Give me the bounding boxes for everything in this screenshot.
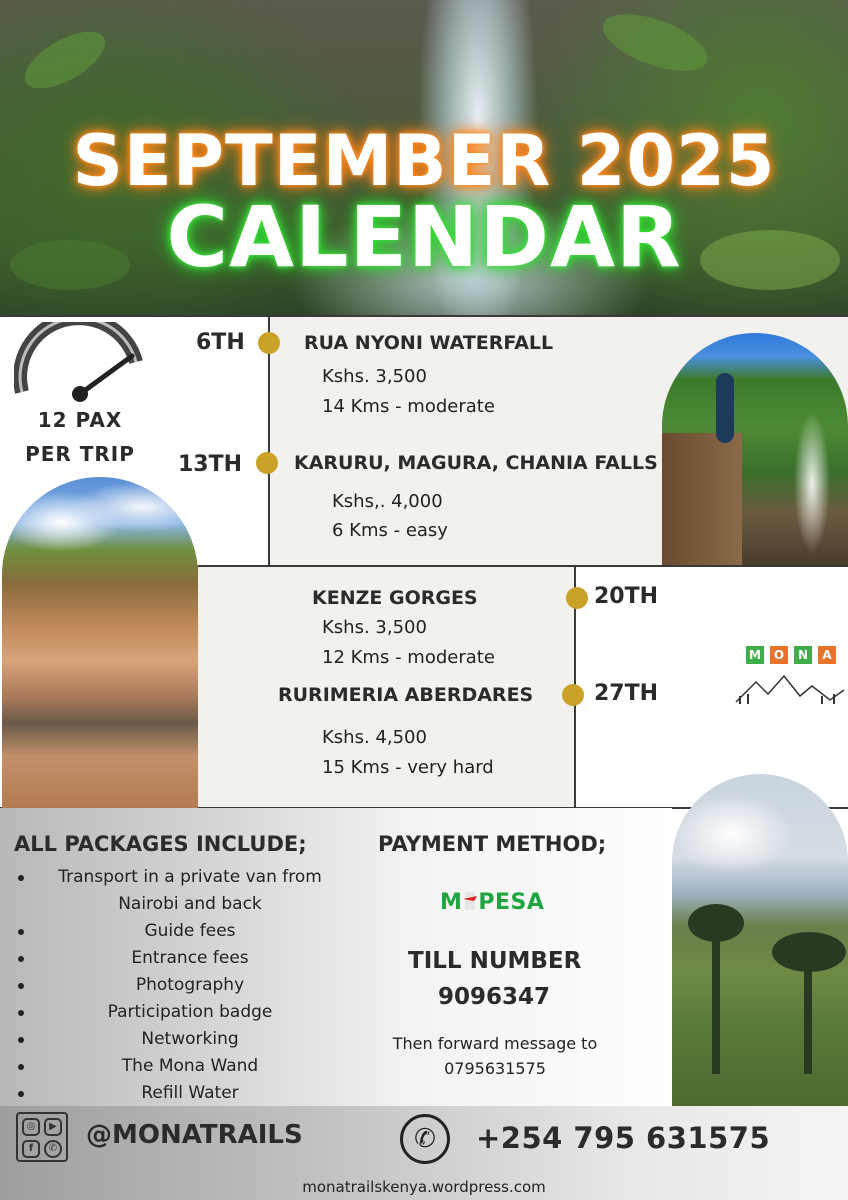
trip-name: KENZE GORGES: [312, 587, 478, 609]
hero-title-month: SEPTEMBER 2025: [72, 120, 776, 202]
mountains-icon: [734, 668, 846, 708]
list-item: Guide fees: [14, 918, 344, 945]
trip-distance: 14 Kms - moderate: [322, 396, 495, 417]
list-item: Participation badge: [14, 999, 344, 1026]
mona-logo: [734, 646, 846, 708]
instagram-icon[interactable]: ◎: [22, 1118, 40, 1136]
foliage-decoration: [596, 3, 715, 83]
capacity-line2: PER TRIP: [25, 442, 135, 466]
timeline-dot: [562, 684, 584, 706]
boardwalk-decoration: [662, 433, 742, 565]
timeline-dot: [256, 452, 278, 474]
packages-title: ALL PACKAGES INCLUDE;: [14, 832, 307, 856]
youtube-icon[interactable]: ▶: [44, 1118, 62, 1136]
trip-price: Kshs,. 4,000: [332, 491, 443, 512]
phone-mark-icon: [462, 890, 478, 912]
list-item: Transport in a private van from Nairobi and back: [14, 864, 344, 918]
facebook-icon[interactable]: f: [22, 1140, 40, 1158]
hero-title-calendar: CALENDAR: [166, 188, 682, 286]
trip-price: Kshs. 4,500: [322, 727, 427, 748]
capacity-line1: 12 PAX: [37, 408, 123, 432]
till-label: TILL NUMBER: [408, 948, 582, 974]
trip-price: Kshs. 3,500: [322, 617, 427, 638]
divider: [0, 315, 848, 317]
trip-date: 27TH: [594, 681, 659, 706]
mpesa-logo: [440, 890, 544, 915]
phone-icon: ✆: [400, 1114, 450, 1164]
trip-date: 13TH: [178, 452, 243, 477]
list-item: Entrance fees: [14, 945, 344, 972]
logo-letter: N: [794, 646, 812, 664]
social-icons: [16, 1112, 68, 1162]
tree-trunk: [712, 934, 720, 1074]
trip-distance: 6 Kms - easy: [332, 520, 448, 541]
moorland-photo: [672, 774, 848, 1106]
hiker-figure: [716, 373, 734, 443]
trip-distance: 15 Kms - very hard: [322, 757, 494, 778]
forward-number: 0795631575: [444, 1059, 546, 1078]
list-item: Photography: [14, 972, 344, 999]
tree-crown: [688, 904, 744, 942]
tree-crown: [772, 932, 846, 972]
payment-title: PAYMENT METHOD;: [378, 832, 607, 856]
timeline-dot: [566, 587, 588, 609]
trip-name: KARURU, MAGURA, CHANIA FALLS: [294, 452, 658, 474]
trip-name: RUA NYONI WATERFALL: [304, 332, 554, 354]
till-number: 9096347: [438, 984, 551, 1010]
list-item: Networking: [14, 1026, 344, 1053]
phone-number[interactable]: +254 795 631575: [476, 1121, 771, 1155]
list-item: The Mona Wand: [14, 1053, 344, 1080]
mpesa-suffix: PESA: [478, 890, 545, 915]
logo-letter: O: [770, 646, 788, 664]
mpesa-prefix: M: [440, 890, 463, 915]
trip-name: RURIMERIA ABERDARES: [278, 684, 534, 706]
foliage-decoration: [16, 20, 114, 100]
hero-banner: [0, 0, 848, 315]
trip-date: 6TH: [196, 330, 245, 355]
logo-letter: A: [818, 646, 836, 664]
forward-instruction: Then forward message to: [392, 1034, 598, 1053]
divider: [198, 565, 848, 567]
timeline-dot: [258, 332, 280, 354]
waterfall-hiker-photo: [662, 333, 848, 565]
tree-trunk: [804, 964, 812, 1074]
list-item: Refill Water: [14, 1080, 344, 1107]
logo-letter: M: [746, 646, 764, 664]
trip-price: Kshs. 3,500: [322, 366, 427, 387]
gauge-icon: [14, 322, 144, 412]
trip-date: 20TH: [594, 584, 659, 609]
trip-distance: 12 Kms - moderate: [322, 647, 495, 668]
social-handle[interactable]: @MONATRAILS: [86, 1120, 303, 1150]
website-link[interactable]: monatrailskenya.wordpress.com: [302, 1178, 546, 1196]
packages-list: [14, 864, 344, 1107]
whatsapp-icon[interactable]: ✆: [44, 1140, 62, 1158]
gorge-photo: [2, 477, 198, 810]
